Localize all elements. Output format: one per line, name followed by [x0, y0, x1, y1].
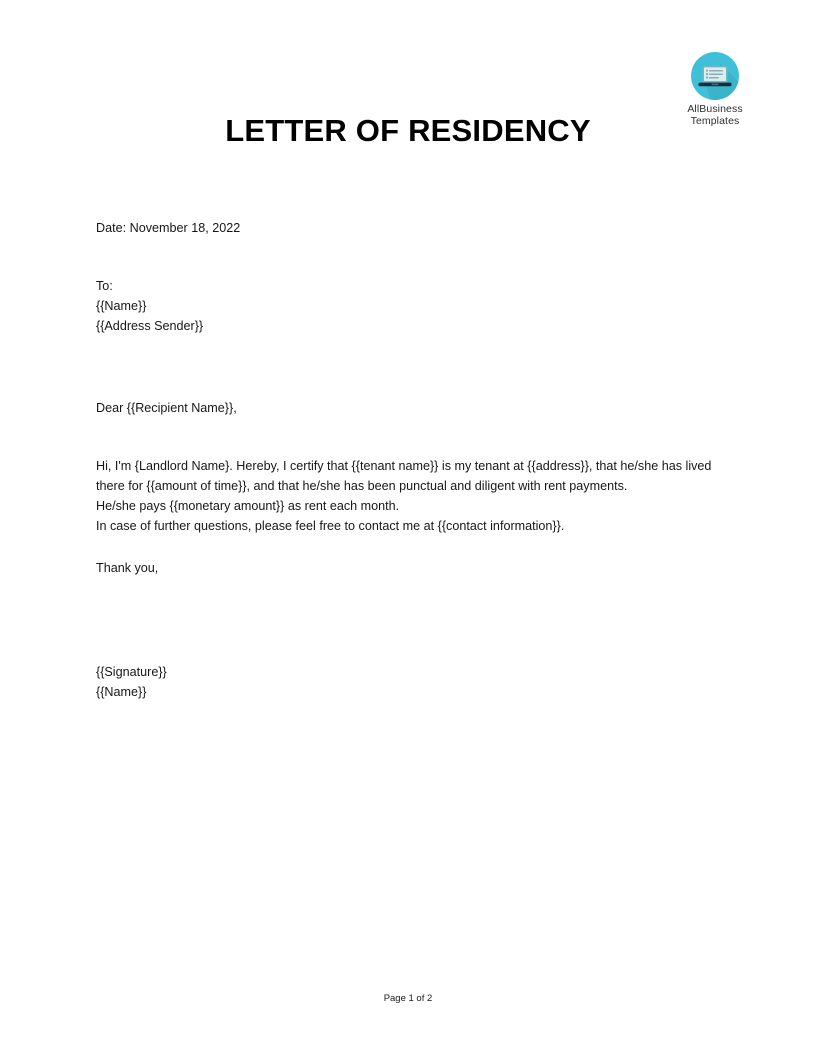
spacer-after-address	[96, 336, 712, 398]
brand-name-line-2: Templates	[690, 115, 740, 127]
spacer-signature-area	[96, 578, 712, 640]
body-paragraph-2: He/she pays {{monetary amount}} as rent each month.	[96, 499, 400, 513]
spacer-after-salutation	[96, 418, 712, 456]
recipient-label: To:	[96, 279, 113, 293]
signer-name: {{Name}}	[96, 685, 147, 699]
date-line: Date: November 18, 2022	[96, 221, 241, 235]
spacer-after-date	[96, 238, 712, 276]
brand-name-line-1: AllBusiness	[687, 103, 743, 115]
salutation: Dear {{Recipient Name}},	[96, 401, 237, 415]
closing-line: Thank you,	[96, 561, 159, 575]
page-title: LETTER OF RESIDENCY	[225, 113, 591, 148]
recipient-address: {{Address Sender}}	[96, 319, 204, 333]
page-number-footer: Page 1 of 2	[383, 993, 433, 1004]
signature-placeholder: {{Signature}}	[96, 665, 167, 679]
body-paragraph-3: In case of further questions, please feel free to contact me at {{contact information}}.	[96, 519, 565, 533]
spacer-before-closing	[96, 536, 712, 558]
spacer-signature-area-2	[96, 640, 712, 662]
recipient-name: {{Name}}	[96, 299, 147, 313]
body-paragraph-1: Hi, I'm {Landlord Name}. Hereby, I certify that {{tenant name}} is my tenant at {{address}}, that he/she has lived there for {{amount of time}}, and that he/she has been punctual and diligent with rent payments.	[96, 459, 712, 493]
letter-body	[96, 218, 712, 702]
laptop-icon	[691, 52, 739, 100]
